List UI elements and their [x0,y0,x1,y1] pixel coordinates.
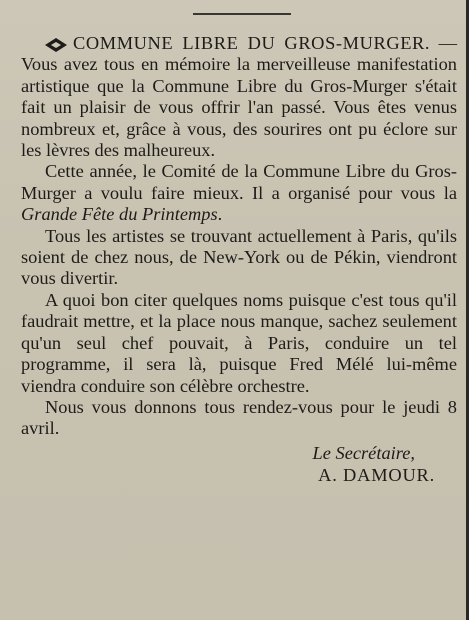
signature-block [21,442,457,486]
paragraph-2-end: . [217,204,223,225]
paragraph-4: A quoi bon citer quelques noms puisque c'est tous qu'il faudrait mettre, et la place nous manque, sachez seulement qu'un seul chef pouvait, à Paris, conduire un tel programme, il sera là, puisque Fred Mélé lui-même viendra conduire son célèbre orchestre. [21,289,457,396]
signature-role: Le Secrétaire, [312,442,415,463]
paragraph-2-text: Cette année, le Comité de la Commune Libre du Gros-Murger a voulu faire mieux. Il a organisé pour vous la [21,161,457,203]
paragraph-5: Nous vous donnons tous rendez-vous pour le jeudi 8 avril. [21,396,457,439]
article-headline: COMMUNE LIBRE DU GROS-MURGER. [73,33,431,53]
column-separator-rule [193,13,291,15]
article-body [21,33,457,486]
event-name: Grande Fête du Printemps [21,204,218,225]
lead-paragraph [21,33,457,161]
signature-name: A. DAMOUR. [318,464,435,485]
paragraph-2 [21,161,457,225]
diamond-ornament-icon [45,36,67,50]
lead-text: — Vous avez tous en mémoire la merveilleuse manifestation artistique que la Commune Libre du Gros-Murger s'était fait un plaisir de vous offrir l'an passé. Vous êtes venus nombreux et, grâce à vous, des sourires ont pu éclore sur les lèvres des malheureux. [21,33,457,161]
paragraph-3: Tous les artistes se trouvant actuellement à Paris, qu'ils soient de chez nous, de New-York ou de Pékin, viendront vous divertir. [21,225,457,289]
